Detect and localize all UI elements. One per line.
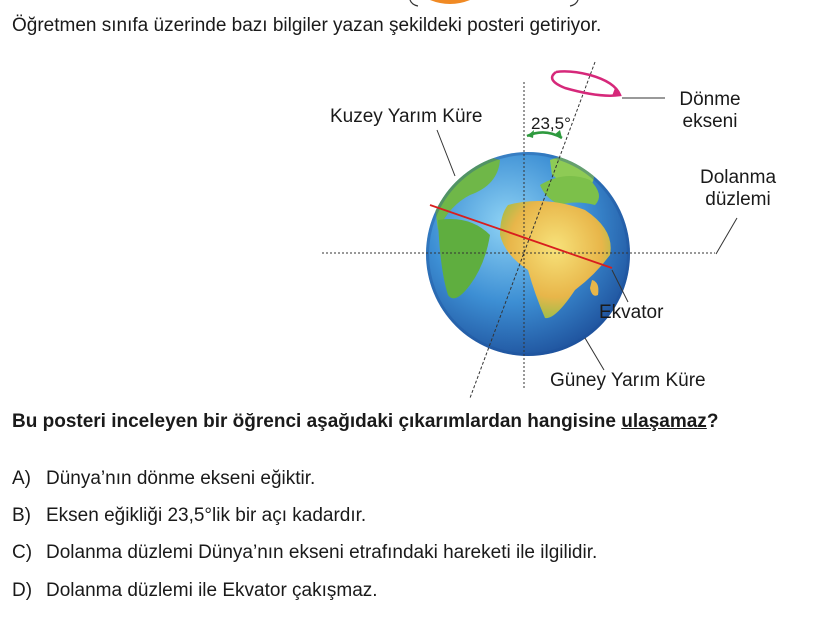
question-text	[12, 411, 718, 433]
question-prefix: Bu posteri inceleyen bir öğrenci aşağıdaki çıkarımlardan hangisine	[12, 411, 616, 432]
option-c[interactable]	[12, 542, 597, 564]
option-letter: C)	[12, 542, 33, 563]
option-a[interactable]	[12, 468, 315, 490]
option-text: Dünya’nın dönme ekseni eğiktir.	[46, 468, 316, 489]
rotation-axis-label-line1: Dönme	[679, 89, 741, 110]
rotation-axis-label	[662, 89, 758, 133]
option-letter: A)	[12, 468, 31, 489]
angle-label: 23,5°	[531, 114, 571, 133]
question-underlined-word: ulaşamaz	[621, 411, 707, 432]
option-text: Eksen eğikliği 23,5°lik bir açı kadardır.	[46, 505, 367, 526]
question-suffix: ?	[706, 411, 719, 432]
option-letter: B)	[12, 505, 31, 526]
option-text: Dolanma düzlemi Dünya’nın ekseni etrafındaki hareketi ile ilgilidir.	[46, 542, 598, 563]
equator-label: Ekvator	[599, 302, 664, 323]
option-b[interactable]	[12, 505, 366, 527]
orbital-plane-label-line2: düzlemi	[705, 189, 771, 210]
option-text: Dolanma düzlemi ile Ekvator çakışmaz.	[46, 580, 378, 601]
orbital-plane-label	[683, 167, 793, 211]
rotation-arrow	[552, 71, 620, 95]
option-letter: D)	[12, 580, 33, 601]
orbital-plane-label-line1: Dolanma	[699, 167, 777, 188]
southern-hemisphere-label: Güney Yarım Küre	[550, 370, 706, 391]
option-d[interactable]	[12, 580, 378, 602]
intro-text: Öğretmen sınıfa üzerinde bazı bilgiler yazan şekildeki posteri getiriyor.	[12, 15, 602, 36]
earth-globe	[426, 152, 630, 356]
rotation-axis-label-line2: ekseni	[682, 111, 738, 132]
northern-hemisphere-label: Kuzey Yarım Küre	[330, 106, 483, 127]
